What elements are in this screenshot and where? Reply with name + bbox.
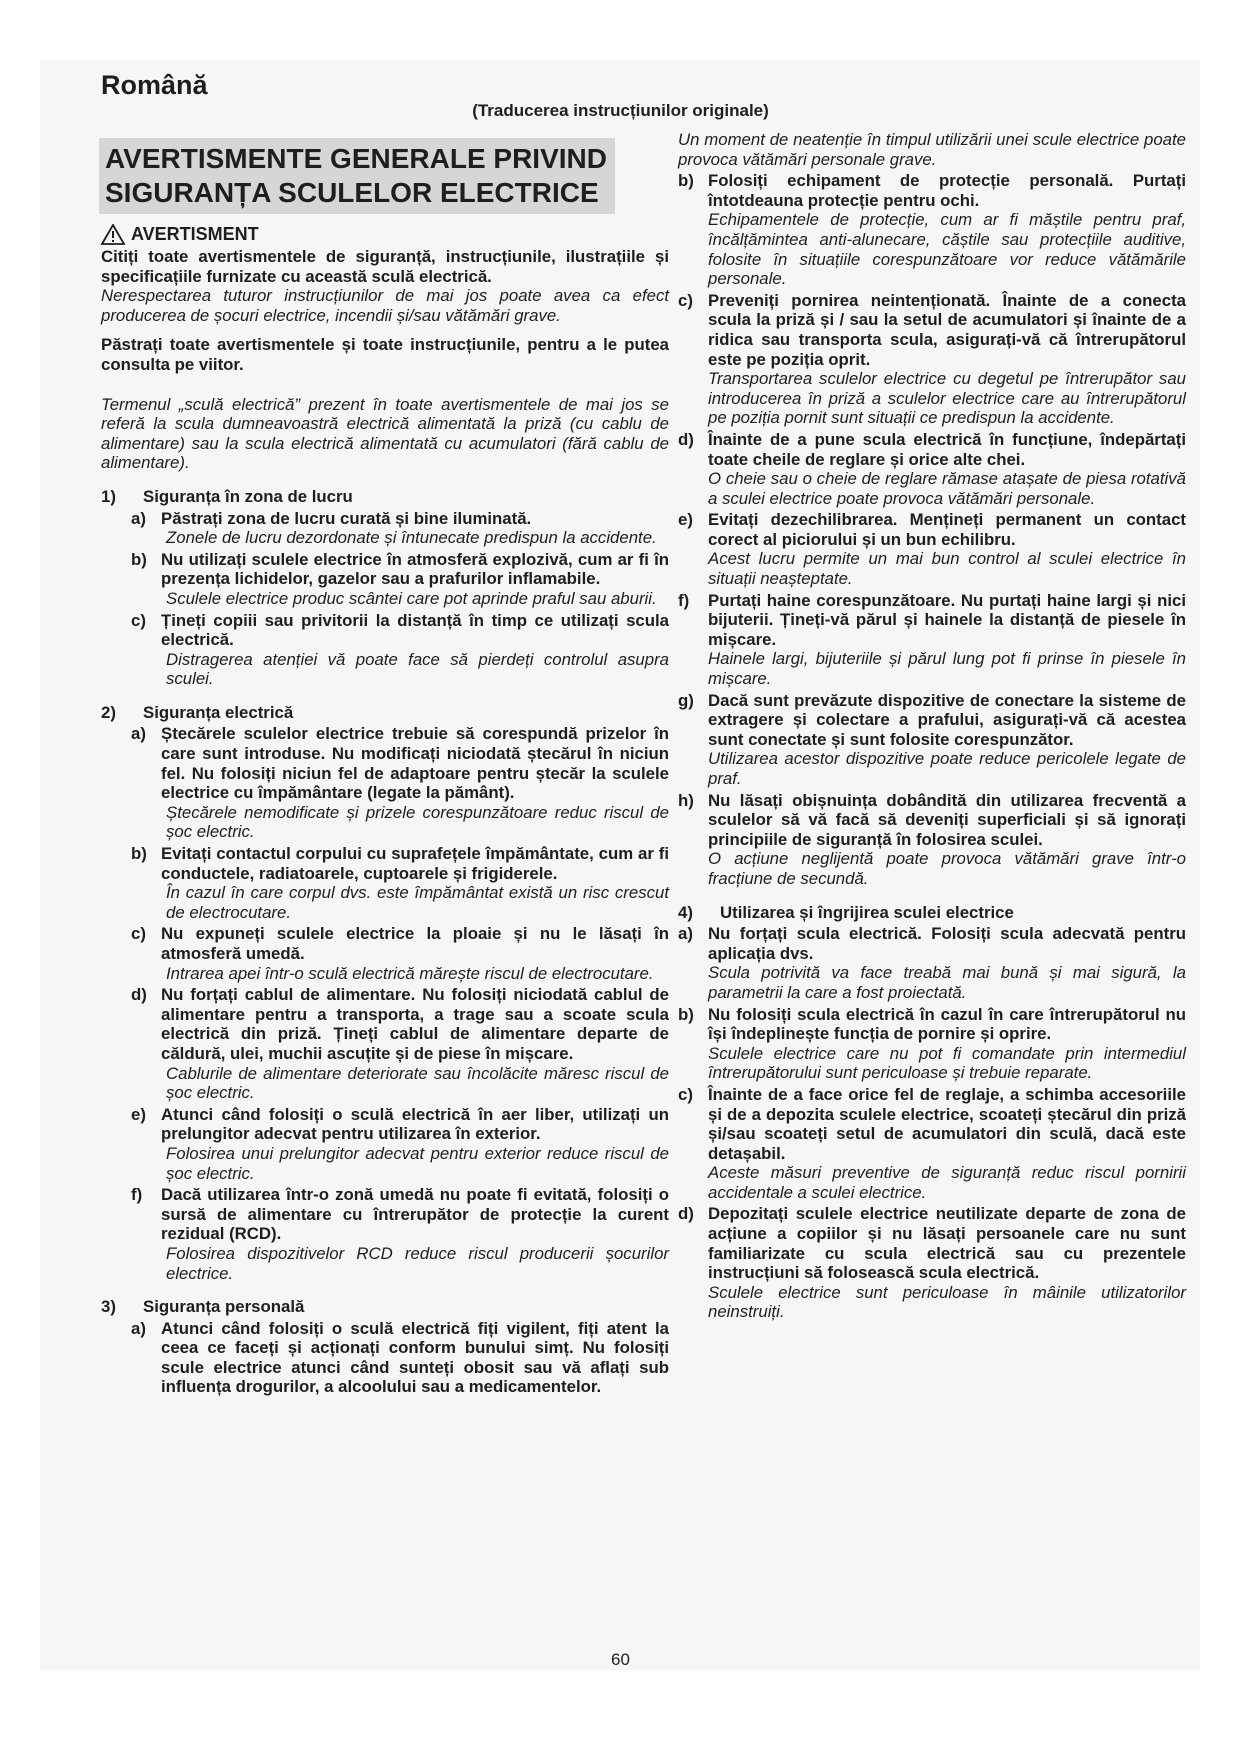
item-letter: d) xyxy=(678,429,694,449)
item-italic-text: Distragerea atenției vă poate face să pierdeți controlul asupra sculei. xyxy=(166,649,669,689)
item-italic-text: Un moment de neatenție în timpul utilizării unei scule electrice poate provoca vătămări personale grave. xyxy=(678,130,1186,169)
list-item xyxy=(101,724,669,842)
section-3-heading xyxy=(101,1297,669,1317)
list-item xyxy=(101,1185,669,1283)
item-letter: f) xyxy=(131,1185,143,1205)
section-banner xyxy=(99,138,615,214)
item-bold-text: Nu expuneți sculele electrice la ploaie și nu le lăsați în atmosferă umedă. xyxy=(161,924,669,963)
item-letter: a) xyxy=(131,724,146,744)
section-number: 1) xyxy=(101,486,116,506)
item-bold-text: Ștecărele sculelor electrice trebuie să corespundă prizelor în care sunt introduse. Nu modificați niciodată ștecărul în niciun fel. Nu folosiți niciun fel de adaptoare pentru ștecăr la sculele electrice cu împământare (legate la pământ). xyxy=(161,724,669,803)
list-item xyxy=(678,171,1186,289)
section-1-heading xyxy=(101,487,669,507)
list-item xyxy=(101,985,669,1103)
item-letter: b) xyxy=(131,549,147,569)
list-item xyxy=(678,924,1186,1002)
item-letter: a) xyxy=(678,924,693,944)
item-letter: b) xyxy=(678,1004,694,1024)
translation-subtitle: (Traducerea instrucțiunilor originale) xyxy=(472,101,769,120)
section-title: Siguranța în zona de lucru xyxy=(143,486,353,506)
list-item xyxy=(678,430,1186,508)
item-bold-text: Nu lăsați obișnuința dobândită din utilizarea frecventă a sculelor să vă facă să deveniți superficiali și să ignorați principiile de siguranță în folosirea sculei. xyxy=(708,790,1186,849)
item-italic-text: Acest lucru permite un mai bun control al sculei electrice în situații neașteptate. xyxy=(708,549,1186,589)
list-item xyxy=(101,550,669,609)
warning-heading xyxy=(101,224,669,245)
item-bold-text: Nu utilizați sculele electrice în atmosferă explozivă, cum ar fi în prezența lichidelor, gazelor sau a prafurilor inflamabile. xyxy=(161,549,669,589)
list-item xyxy=(678,1005,1186,1083)
item-italic-text: Sculele electrice produc scântei care pot aprinde praful sau aburii. xyxy=(166,588,657,608)
item-letter: c) xyxy=(678,290,693,310)
item-letter: c) xyxy=(678,1084,693,1104)
item-letter: f) xyxy=(678,590,690,610)
item-italic-text: Intrarea apei într-o sculă electrică mărește riscul de electrocutare. xyxy=(166,963,654,983)
item-italic-text: Transportarea sculelor electrice cu degetul pe întrerupător sau introducerea în priză a sculelor electrice care au întrerupătorul pe poziția pornit sunt situații ce predispun la accidente. xyxy=(708,369,1186,428)
item-italic-text: Scula potrivită va face treabă mai bună și mai sigură, la parametrii la care a fost proiectată. xyxy=(708,963,1186,1002)
item-italic-text: Sculele electrice care nu pot fi comandate prin intermediul întrerupătorului sunt periculoase și trebuie reparate. xyxy=(708,1043,1186,1083)
item-italic-text: În cazul în care corpul dvs. este împământat există un risc crescut de electrocutare. xyxy=(166,883,669,922)
item-letter: a) xyxy=(131,1318,146,1338)
list-item xyxy=(101,1105,669,1183)
section-2-heading xyxy=(101,703,669,723)
item-italic-text: Utilizarea acestor dispozitive poate reduce pericolele legate de praf. xyxy=(708,749,1186,788)
list-item xyxy=(678,691,1186,789)
section-number: 3) xyxy=(101,1297,116,1317)
item-bold-text: Nu forțați cablul de alimentare. Nu folosiți niciodată cablul de alimentare pentru a transporta, a trage sau a scoate scula electrică din priză. Țineți cablul de alimentare departe de căldură, ulei, muchii ascuțite și de piese în mișcare. xyxy=(161,985,669,1063)
section-title: Utilizarea și îngrijirea sculei electrice xyxy=(720,902,1014,922)
item-letter: d) xyxy=(131,985,147,1005)
item-letter: c) xyxy=(131,924,146,944)
item-bold-text: Păstrați zona de lucru curată și bine iluminată. xyxy=(161,508,532,528)
item-bold-text: Evitați dezechilibrarea. Mențineți permanent un contact corect al piciorului și un bun echilibru. xyxy=(708,510,1186,549)
warning-bold-text: Citiți toate avertismentele de siguranță, instrucțiunile, ilustrațiile și specificațiile furnizate cu această sculă electrică. xyxy=(101,247,669,286)
item-bold-text: Folosiți echipament de protecție personală. Purtați întotdeauna protecție pentru ochi. xyxy=(708,171,1186,210)
item-italic-text: Zonele de lucru dezordonate și întunecate predispun la accidente. xyxy=(166,528,657,548)
item-bold-text: Țineți copiii sau privitorii la distanță în timp ce utilizați scula electrică. xyxy=(161,610,669,650)
item-letter: h) xyxy=(678,790,694,810)
item-bold-text: Nu folosiți scula electrică în cazul în care întrerupătorul nu își îndeplinește funcția de pornire și oprire. xyxy=(708,1004,1186,1044)
item-italic-text: O cheie sau o cheie de reglare rămase atașate de piesa rotativă a sculei electrice poate provoca vătămări personale. xyxy=(708,469,1186,508)
banner-line-1: AVERTISMENTE GENERALE PRIVIND xyxy=(105,143,607,174)
item-bold-text: Evitați contactul corpului cu suprafețele împământate, cum ar fi conductele, radiatoarele, cuptoarele și frigiderele. xyxy=(161,844,669,883)
section-title: Siguranța electrică xyxy=(143,702,294,722)
banner-line-2: SIGURANȚA SCULELOR ELECTRICE xyxy=(105,177,599,208)
right-column xyxy=(678,130,1186,1322)
item-letter: e) xyxy=(131,1104,146,1124)
item-letter: b) xyxy=(678,171,694,191)
term-definition-text: Termenul „sculă electrică” prezent în toate avertismentele de mai jos se referă la scula dumneavoastră electrică alimentată la priză (cu cablu de alimentare) sau la scula electrică alimentată cu acumulatori (fără cablu de alimentare). xyxy=(101,394,669,473)
item-bold-text: Înainte de a face orice fel de reglaje, a schimba accesoriile și de a depozita sculele electrice, scoateți ștecărul din priză și/sau scoateți setul de acumulatori din sculă, dacă este detașabil. xyxy=(708,1084,1186,1163)
item-letter: d) xyxy=(678,1204,694,1224)
page-number: 60 xyxy=(611,1650,630,1669)
language-heading: Română xyxy=(101,70,208,100)
section-number: 2) xyxy=(101,702,116,722)
item-bold-text: Înainte de a pune scula electrică în funcțiune, îndepărtați toate cheile de reglare și orice alte chei. xyxy=(708,429,1186,469)
section-title: Siguranța personală xyxy=(143,1297,305,1317)
item-italic-text: Ștecărele nemodificate și prizele corespunzătoare reduc riscul de șoc electric. xyxy=(166,802,669,842)
list-item xyxy=(101,1319,669,1397)
list-item xyxy=(678,1204,1186,1322)
warning-label: AVERTISMENT xyxy=(131,223,259,244)
item-bold-text: Dacă sunt prevăzute dispozitive de conectare la sisteme de extragere și colectare a prafului, asigurați-vă că acestea sunt conectate și sunt folosite corespunzător. xyxy=(708,690,1186,749)
item-italic-text: O acțiune neglijentă poate provoca vătămări grave într-o fracțiune de secundă. xyxy=(708,849,1186,888)
list-item xyxy=(101,611,669,689)
item-letter: b) xyxy=(131,844,147,864)
list-item xyxy=(678,510,1186,588)
list-item xyxy=(101,844,669,922)
keep-instructions-text: Păstrați toate avertismentele și toate instrucțiunile, pentru a le putea consulta pe viitor. xyxy=(101,335,669,374)
section-4-heading xyxy=(678,903,1186,923)
item-italic-text: Sculele electrice sunt periculoase în mâinile utilizatorilor neinstruiți. xyxy=(708,1282,1186,1322)
item-italic-text: Hainele largi, bijuteriile și părul lung pot fi prinse în piesele în mișcare. xyxy=(708,649,1186,689)
item-bold-text: Dacă utilizarea într-o zonă umedă nu poate fi evitată, folosiți o sursă de alimentare cu întrerupător de protecție la curent rezidual (RCD). xyxy=(161,1185,669,1244)
warning-italic-text: Nerespectarea tuturor instrucțiunilor de mai jos poate avea ca efect producerea de șocuri electrice, incendii și/sau vătămări grave. xyxy=(101,286,669,325)
item-italic-text: Echipamentele de protecție, cum ar fi măștile pentru praf, încălțămintea anti-alunecare, căștile sau protecțiile auditive, folosite în situațiile corespunzătoare vor reduce vătămările personale. xyxy=(708,210,1186,289)
item-bold-text: Atunci când folosiți o sculă electrică fiți vigilent, fiți atent la ceea ce faceți și acționați conform bunului simț. Nu folosiți scule electrice atunci când sunteți obosit sau vă aflați sub influența drogurilor, a alcoolului sau a medicamentelor. xyxy=(161,1318,669,1397)
list-item xyxy=(101,924,669,983)
list-item xyxy=(101,509,669,548)
list-item xyxy=(678,291,1186,428)
item-bold-text: Preveniți pornirea neintenționată. Înainte de a conecta scula la priză și / sau la setul de acumulatori și înainte de a ridica sau transporta scula, asigurați-vă că întrerupătorul este pe poziția oprit. xyxy=(708,290,1186,369)
item-italic-text: Folosirea dispozitivelor RCD reduce riscul producerii șocurilor electrice. xyxy=(166,1243,669,1283)
item-bold-text: Purtați haine corespunzătoare. Nu purtați haine largi și nici bijuterii. Țineți-vă părul și hainele la distanță de piesele în mișcare. xyxy=(708,590,1186,649)
list-item xyxy=(678,591,1186,689)
item-letter: e) xyxy=(678,510,693,530)
item-bold-text: Nu forțați scula electrică. Folosiți scula adecvată pentru aplicația dvs. xyxy=(708,924,1186,963)
item-letter: a) xyxy=(131,508,146,528)
list-item xyxy=(678,1085,1186,1203)
item-letter: c) xyxy=(131,610,146,630)
item-italic-text: Aceste măsuri preventive de siguranță reduc riscul pornirii accidentale a sculei electrice. xyxy=(708,1163,1186,1202)
list-item xyxy=(678,791,1186,889)
left-column xyxy=(101,130,669,1397)
warning-triangle-icon xyxy=(101,224,125,245)
item-bold-text: Atunci când folosiți o sculă electrică în aer liber, utilizați un prelungitor adecvat pentru utilizarea în exterior. xyxy=(161,1104,669,1144)
item-letter: g) xyxy=(678,690,694,710)
item-bold-text: Depozitați sculele electrice neutilizate departe de zona de acțiune a copiilor și nu lăsați persoanele care nu sunt familiarizate cu scula electrică sau cu prezentele instrucțiuni să folosească scula electrică. xyxy=(708,1204,1186,1283)
item-italic-text: Cablurile de alimentare deteriorate sau încolăcite măresc riscul de șoc electric. xyxy=(166,1063,669,1103)
item-italic-text: Folosirea unui prelungitor adecvat pentru exterior reduce riscul de șoc electric. xyxy=(166,1143,669,1183)
section-number: 4) xyxy=(678,902,693,922)
